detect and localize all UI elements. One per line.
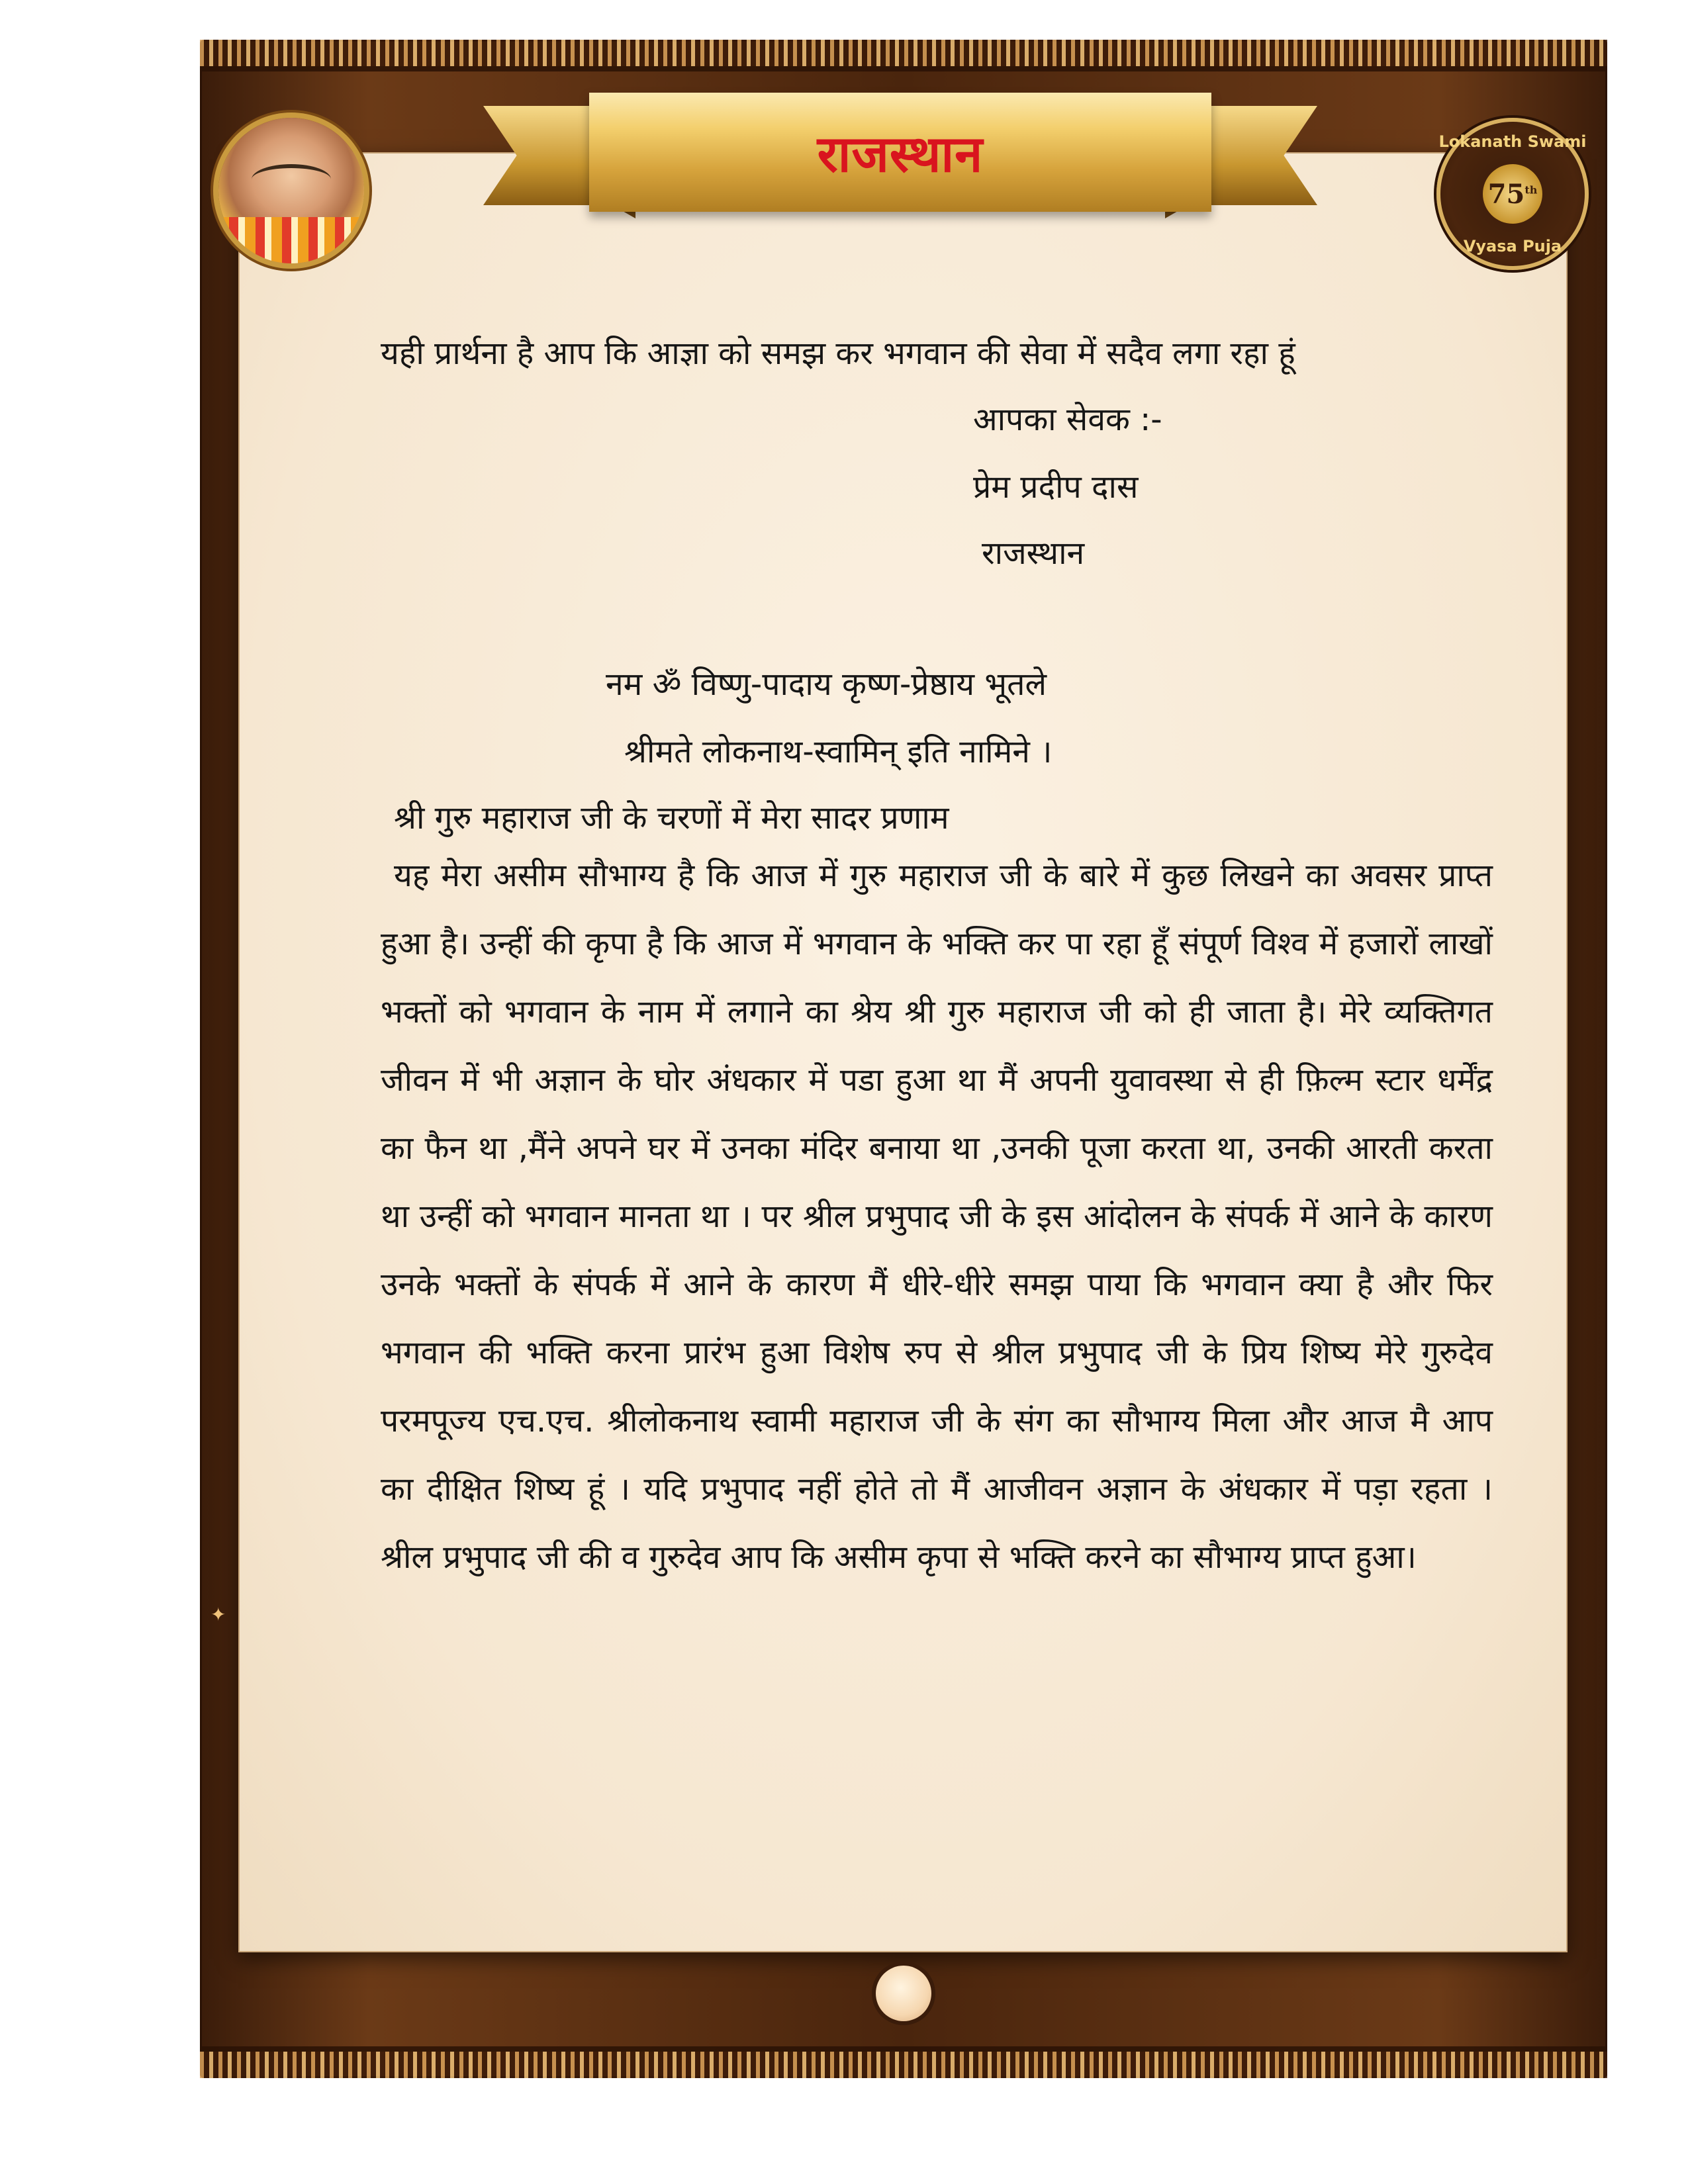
badge-medallion [1483, 164, 1542, 224]
scroll-knob [876, 1966, 931, 2021]
mantra-line-1: नम ॐ विष्णु-पादाय कृष्ण-प्रेष्ठाय भूतले [606, 666, 1047, 703]
guru-portrait [218, 118, 364, 263]
signoff-line: आपका सेवक :- [973, 401, 1162, 438]
sparkle-icon: ✦ [211, 1604, 226, 1625]
vyasa-puja-badge [1436, 118, 1589, 270]
decorative-border-top [200, 40, 1607, 66]
badge-bottom-text: Vyasa Puja [1463, 237, 1562, 255]
letter-body: यह मेरा असीम सौभाग्य है कि आज में गुरु महाराज जी के बारे में कुछ लिखने का अवसर प्राप्त हुआ है। उन्हीं की कृपा है कि आज में भगवान के भक्ति कर पा रहा हूँ संपूर्ण विश्व में हजारों लाखों भक्तों को भगवान के नाम में लगाने का श्रेय श्री गुरु महाराज जी को ही जाता है। मेरे व्यक्तिगत जीवन में भी अज्ञान के घोर अंधकार में पडा हुआ था मैं अपनी युवावस्था से ही फ़िल्म स्टार धर्मेंद्र का फैन था ,मैंने अपने घर में उनका मंदिर बनाया था ,उनकी पूजा करता था, उनकी आरती करता था उन्हीं को भगवान मानता था । पर श्रील प्रभुपाद जी के इस आंदोलन के संपर्क में आने के कारण उनके भक्तों के संपर्क में आने के कारण मैं धीरे-धीरे समझ पाया कि भगवान क्या है और फिर भगवान की भक्ति करना प्रारंभ हुआ विशेष रुप से श्रील प्रभुपाद जी के प्रिय शिष्य मेरे गुरुदेव परमपूज्य एच.एच. श्रीलोकनाथ स्वामी महाराज जी के संग का सौभाग्य मिला और आज मै आप का दीक्षित शिष्य हूं । यदि प्रभुपाद नहीं होते तो मैं आजीवन अज्ञान के अंधकार में पड़ा रहता । श्रील प्रभुपाद जी की व गुरुदेव आप कि असीम कृपा से भक्ति करने का सौभाग्य प्राप्त हुआ। [381, 857, 1493, 1576]
title-ribbon [483, 93, 1317, 245]
badge-number: 75th [1487, 178, 1538, 210]
page-title: राजस्थान [817, 124, 984, 183]
closing-line: यही प्रार्थना है आप कि आज्ञा को समझ कर भगवान की सेवा में सदैव लगा रहा हूं [381, 335, 1295, 372]
author-name: प्रेम प्रदीप दास [973, 469, 1139, 506]
mantra-line-2: श्रीमते लोकनाथ-स्वामिन् इति नामिने । [624, 733, 1053, 770]
author-location: राजस्थान [982, 535, 1085, 572]
decorative-border-bottom [200, 2052, 1607, 2078]
ribbon-banner [589, 93, 1211, 212]
salutation-line: श्री गुरु महाराज जी के चरणों में मेरा सादर प्रणाम [394, 799, 949, 837]
badge-top-text: Lokanath Swami [1438, 132, 1587, 151]
